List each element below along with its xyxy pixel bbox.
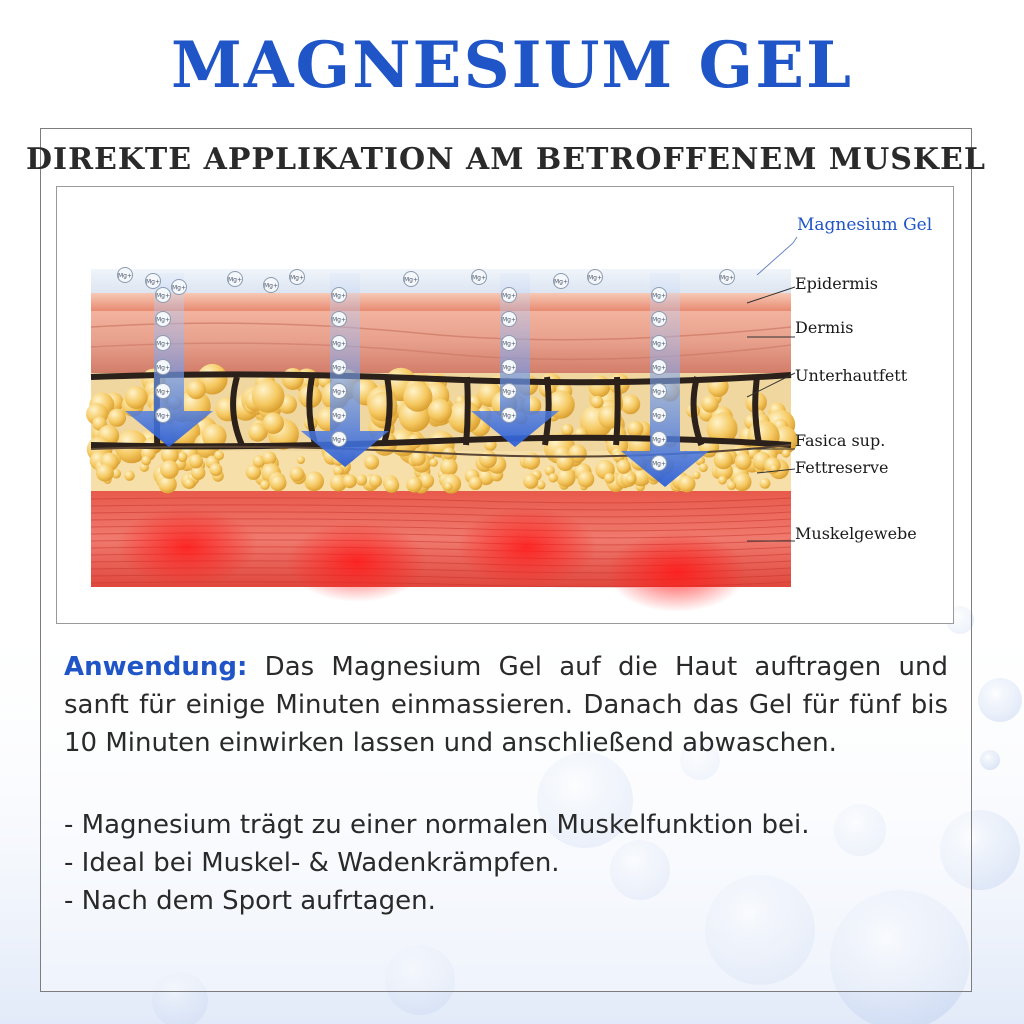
magnesium-ion bbox=[554, 274, 569, 289]
svg-text:Mg+: Mg+ bbox=[117, 272, 133, 280]
svg-text:Mg+: Mg+ bbox=[331, 292, 347, 300]
fat-cell bbox=[523, 474, 538, 489]
fat-cell bbox=[189, 454, 203, 468]
label-fettreserve: Fettreserve bbox=[795, 458, 889, 477]
fat-cell bbox=[699, 463, 708, 472]
label-dermis: Dermis bbox=[795, 318, 854, 337]
svg-text:Mg+: Mg+ bbox=[501, 292, 517, 300]
svg-text:Mg+: Mg+ bbox=[155, 340, 171, 348]
magnesium-ion bbox=[332, 432, 347, 447]
svg-text:Mg+: Mg+ bbox=[155, 316, 171, 324]
fat-cell bbox=[782, 449, 790, 457]
fat-cell bbox=[735, 453, 752, 470]
fat-cell bbox=[604, 473, 615, 484]
svg-text:Mg+: Mg+ bbox=[501, 388, 517, 396]
magnesium-ion bbox=[588, 270, 603, 285]
fat-cell bbox=[343, 474, 357, 488]
svg-text:Mg+: Mg+ bbox=[331, 436, 347, 444]
svg-text:Mg+: Mg+ bbox=[145, 278, 161, 286]
fat-cell bbox=[616, 460, 630, 474]
tissue-wall bbox=[466, 377, 468, 445]
magnesium-ion bbox=[156, 336, 171, 351]
magnesium-ion bbox=[332, 408, 347, 423]
fat-cell bbox=[252, 380, 285, 413]
magnesium-ion bbox=[652, 336, 667, 351]
svg-text:Mg+: Mg+ bbox=[155, 412, 171, 420]
svg-text:Mg+: Mg+ bbox=[501, 412, 517, 420]
magnesium-ion bbox=[720, 270, 735, 285]
fat-cell bbox=[714, 450, 733, 469]
svg-text:Mg+: Mg+ bbox=[651, 388, 667, 396]
fat-cell bbox=[108, 409, 126, 427]
fat-cell bbox=[701, 395, 718, 412]
tissue-wall bbox=[616, 377, 618, 445]
magnesium-ion bbox=[652, 360, 667, 375]
fat-cell bbox=[209, 463, 222, 476]
svg-text:Mg+: Mg+ bbox=[651, 316, 667, 324]
fat-cell bbox=[591, 396, 604, 409]
magnesium-ion bbox=[472, 270, 487, 285]
benefit-list bbox=[64, 806, 948, 920]
magnesium-ion bbox=[146, 274, 161, 289]
svg-text:Mg+: Mg+ bbox=[227, 276, 243, 284]
fat-cell bbox=[369, 475, 382, 488]
fat-cell bbox=[693, 471, 701, 479]
fat-cell bbox=[141, 456, 151, 466]
fat-cell bbox=[588, 375, 610, 397]
svg-text:Mg+: Mg+ bbox=[651, 436, 667, 444]
magnesium-ion bbox=[264, 278, 279, 293]
svg-text:Mg+: Mg+ bbox=[155, 364, 171, 372]
svg-text:Mg+: Mg+ bbox=[155, 292, 171, 300]
benefit-item: - Magnesium trägt zu einer normalen Muskelfunktion bei. bbox=[64, 810, 810, 840]
svg-text:Mg+: Mg+ bbox=[289, 274, 305, 282]
fat-cell bbox=[561, 424, 573, 436]
benefit-item: - Ideal bei Muskel- & Wadenkrämpfen. bbox=[64, 848, 560, 878]
fat-cell bbox=[160, 460, 179, 479]
svg-text:Mg+: Mg+ bbox=[587, 274, 603, 282]
fat-cell bbox=[364, 455, 379, 470]
svg-text:Mg+: Mg+ bbox=[331, 388, 347, 396]
magnesium-ion bbox=[502, 312, 517, 327]
magnesium-ion bbox=[290, 270, 305, 285]
magnesium-ion bbox=[118, 268, 133, 283]
fat-cell bbox=[444, 483, 452, 491]
dermis-layer bbox=[91, 311, 791, 373]
fat-cell bbox=[177, 452, 187, 462]
label-fascia: Fasica sup. bbox=[795, 431, 886, 450]
magnesium-ion bbox=[332, 360, 347, 375]
fat-cell bbox=[679, 475, 696, 492]
svg-text:Mg+: Mg+ bbox=[651, 412, 667, 420]
fat-cell bbox=[304, 471, 324, 491]
svg-text:Mg+: Mg+ bbox=[501, 340, 517, 348]
subtitle: DIREKTE APPLIKATION AM BETROFFENEM MUSKEL bbox=[26, 142, 986, 177]
magnesium-ion bbox=[502, 288, 517, 303]
magnesium-ion bbox=[156, 360, 171, 375]
fat-cell bbox=[733, 473, 752, 492]
description bbox=[64, 648, 948, 920]
magnesium-ion bbox=[652, 384, 667, 399]
epidermis-layer bbox=[91, 293, 791, 311]
svg-text:Mg+: Mg+ bbox=[331, 340, 347, 348]
fat-cell bbox=[368, 392, 397, 421]
magnesium-ion bbox=[652, 288, 667, 303]
svg-text:Mg+: Mg+ bbox=[501, 316, 517, 324]
magnesium-ion bbox=[502, 408, 517, 423]
magnesium-ion bbox=[156, 288, 171, 303]
fat-cell bbox=[125, 386, 148, 409]
magnesium-ion bbox=[652, 312, 667, 327]
magnesium-ion bbox=[332, 288, 347, 303]
fat-cell bbox=[760, 478, 771, 489]
svg-text:Mg+: Mg+ bbox=[651, 340, 667, 348]
svg-text:Mg+: Mg+ bbox=[331, 412, 347, 420]
svg-text:Mg+: Mg+ bbox=[501, 364, 517, 372]
magnesium-ion bbox=[652, 432, 667, 447]
fat-cell bbox=[627, 421, 643, 437]
magnesium-ion bbox=[404, 272, 419, 287]
fat-cell bbox=[96, 464, 114, 482]
svg-text:Mg+: Mg+ bbox=[171, 284, 187, 292]
svg-text:Mg+: Mg+ bbox=[403, 276, 419, 284]
fat-cell bbox=[282, 368, 304, 390]
svg-text:Mg+: Mg+ bbox=[553, 278, 569, 286]
svg-text:Mg+: Mg+ bbox=[155, 388, 171, 396]
fat-cell bbox=[440, 458, 458, 476]
fat-cell bbox=[270, 475, 287, 492]
fat-cell bbox=[384, 478, 399, 493]
magnesium-ion bbox=[172, 280, 187, 295]
magnesium-ion bbox=[502, 336, 517, 351]
svg-text:Mg+: Mg+ bbox=[719, 274, 735, 282]
fat-cell bbox=[727, 481, 736, 490]
label-muskelgewebe: Muskelgewebe bbox=[795, 524, 917, 543]
usage-text: Das Magnesium Gel auf die Haut auftragen und sanft für einige Minuten einmassieren. Danach das Gel für fünf bis 10 Minuten einwirken lassen und anschließend abwaschen. bbox=[64, 652, 948, 758]
fat-cell bbox=[428, 399, 452, 423]
fat-cell bbox=[523, 453, 540, 470]
fat-cell bbox=[469, 476, 483, 490]
magnesium-ion bbox=[502, 384, 517, 399]
magnesium-ion bbox=[332, 336, 347, 351]
label-epidermis: Epidermis bbox=[795, 274, 878, 293]
label-unterhautfett: Unterhautfett bbox=[795, 366, 908, 385]
magnesium-ion bbox=[332, 312, 347, 327]
usage-paragraph bbox=[64, 648, 948, 762]
label-magnesium-gel: Magnesium Gel bbox=[797, 215, 933, 235]
svg-text:Mg+: Mg+ bbox=[471, 274, 487, 282]
magnesium-ion bbox=[228, 272, 243, 287]
fat-cell bbox=[290, 467, 305, 482]
svg-text:Mg+: Mg+ bbox=[651, 364, 667, 372]
svg-text:Mg+: Mg+ bbox=[651, 460, 667, 468]
fat-cell bbox=[187, 380, 206, 399]
svg-text:Mg+: Mg+ bbox=[651, 292, 667, 300]
gel-layer bbox=[91, 269, 791, 293]
fat-cell bbox=[429, 458, 438, 467]
magnesium-ion bbox=[332, 384, 347, 399]
fat-cell bbox=[297, 456, 305, 464]
benefit-item: - Nach dem Sport aufrtagen. bbox=[64, 886, 436, 916]
fat-cell bbox=[124, 471, 134, 481]
fat-cell bbox=[626, 475, 636, 485]
fat-cell bbox=[184, 478, 195, 489]
skin-layers-diagram bbox=[56, 186, 954, 624]
fat-cell bbox=[214, 450, 224, 460]
fat-cell bbox=[263, 413, 284, 434]
fat-cell bbox=[260, 480, 270, 490]
svg-text:Mg+: Mg+ bbox=[331, 316, 347, 324]
fat-cell bbox=[356, 474, 367, 485]
svg-text:Mg+: Mg+ bbox=[263, 282, 279, 290]
fat-cell bbox=[262, 451, 276, 465]
fat-cell bbox=[578, 471, 595, 488]
magnesium-ion bbox=[156, 384, 171, 399]
magnesium-ion bbox=[156, 408, 171, 423]
usage-heading: Anwendung: bbox=[64, 652, 248, 682]
fat-cell bbox=[479, 450, 497, 468]
skin-layers-illustration bbox=[57, 187, 955, 625]
magnesium-ion bbox=[502, 360, 517, 375]
magnesium-ion bbox=[156, 312, 171, 327]
fat-cell bbox=[718, 476, 727, 485]
fat-cell bbox=[403, 383, 432, 412]
fat-cell bbox=[620, 394, 640, 414]
fat-cell bbox=[406, 477, 422, 493]
magnesium-ion bbox=[652, 456, 667, 471]
svg-text:Mg+: Mg+ bbox=[331, 364, 347, 372]
magnesium-ion bbox=[652, 408, 667, 423]
fat-cell bbox=[548, 473, 557, 482]
page-title: MAGNESIUM GEL bbox=[171, 28, 853, 103]
